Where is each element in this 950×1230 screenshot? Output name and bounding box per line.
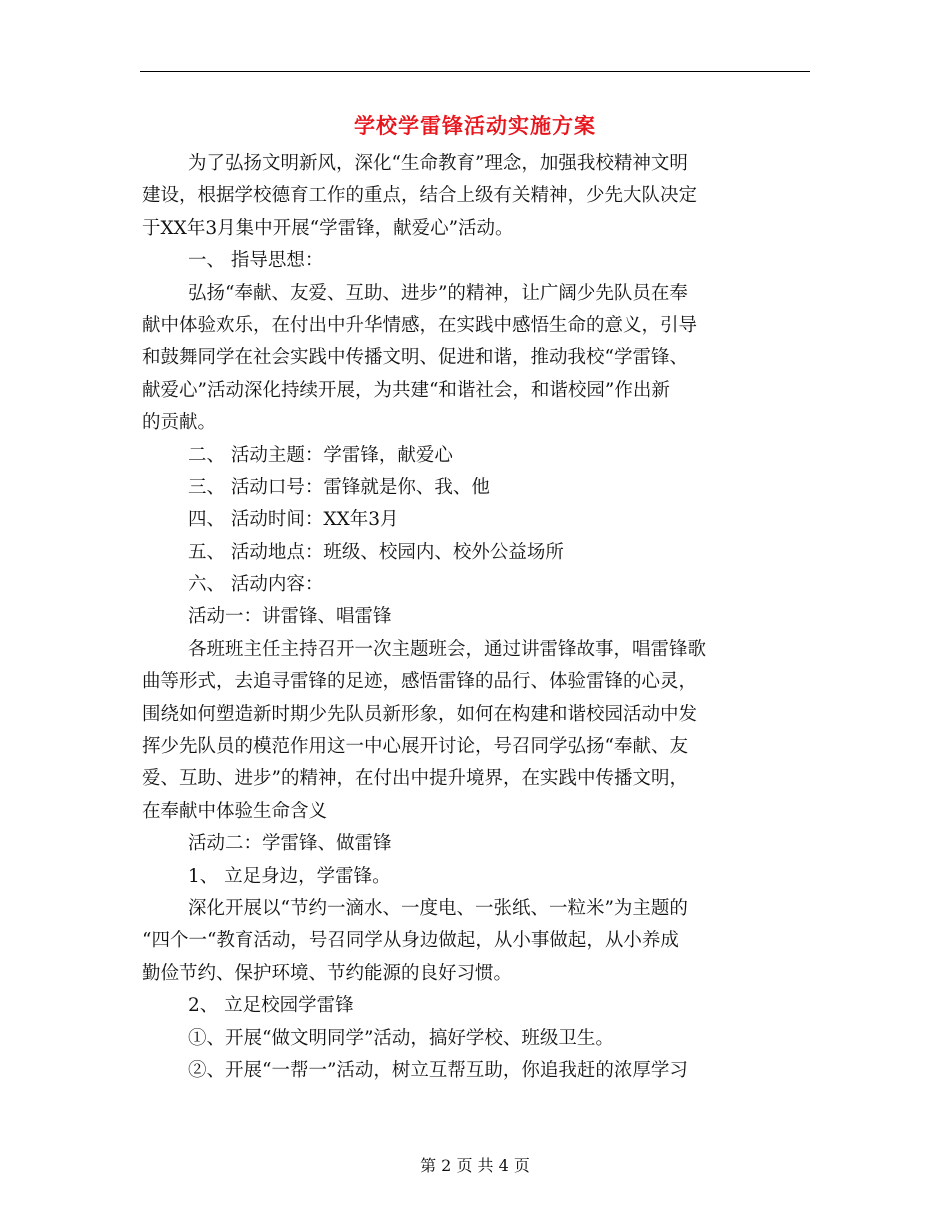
text-line: 三、 活动口号：雷锋就是你、我、他 — [188, 476, 490, 498]
text-line: 1、 立足身边，学雷锋。 — [188, 865, 391, 887]
text-line: 活动二：学雷锋、做雷锋 — [188, 833, 392, 855]
document-body — [142, 148, 812, 1087]
text-line: 献爱心”活动深化持续开展，为共建“和谐社会，和谐校园”作出新 — [142, 379, 670, 401]
text-line: 六、 活动内容： — [188, 574, 324, 596]
text-line: 弘扬“奉献、友爱、互助、进步”的精神，让广阔少先队员在奉 — [188, 282, 688, 304]
text-line: 活动一：讲雷锋、唱雷锋 — [188, 606, 392, 628]
page-number: 第 2 页 共 4 页 — [420, 1156, 530, 1175]
text-line: 和鼓舞同学在社会实践中传播文明、促进和谐，推动我校“学雷锋、 — [142, 347, 688, 369]
text-line: 曲等形式，去追寻雷锋的足迹，感悟雷锋的品行、体验雷锋的心灵， — [142, 671, 698, 693]
text-line: ①、开展“做文明同学”活动，搞好学校、班级卫生。 — [188, 1027, 614, 1049]
text-line: 二、 活动主题：学雷锋，献爱心 — [188, 444, 453, 466]
text-line: 于XX年3月集中开展“学雷锋，献爱心”活动。 — [142, 217, 514, 239]
document-title: 学校学雷锋活动实施方案 — [354, 113, 596, 138]
header-rule — [140, 71, 810, 72]
text-line: ②、开展“一帮一”活动，树立互帮互助，你追我赶的浓厚学习 — [188, 1059, 688, 1081]
text-line: 2、 立足校园学雷锋 — [188, 995, 354, 1017]
text-line: 挥少先队员的模范作用这一中心展开讨论，号召同学弘扬“奉献、友 — [142, 736, 688, 758]
text-line: 为了弘扬文明新风，深化“生命教育”理念，加强我校精神文明 — [188, 153, 688, 174]
text-line: 一、 指导思想： — [188, 250, 324, 272]
text-line: 建设，根据学校德育工作的重点，结合上级有关精神，少先大队决定 — [142, 185, 698, 207]
text-line: “四个一“教育活动，号召同学从身边做起，从小事做起，从小养成 — [142, 930, 679, 952]
text-line: 献中体验欢乐，在付出中升华情感，在实践中感悟生命的意义，引导 — [142, 314, 698, 336]
text-line: 深化开展以“节约一滴水、一度电、一张纸、一粒米”为主题的 — [188, 897, 688, 919]
text-line: 爱、互助、进步”的精神，在付出中提升境界，在实践中传播文明， — [142, 768, 688, 790]
text-line: 在奉献中体验生命含义 — [142, 800, 328, 822]
text-line: 五、 活动地点：班级、校园内、校外公益场所 — [188, 541, 564, 563]
text-line: 围绕如何塑造新时期少先队员新形象，如何在构建和谐校园活动中发 — [142, 703, 698, 725]
text-line: 的贡献。 — [142, 412, 217, 434]
text-line: 四、 活动时间：XX年3月 — [188, 509, 399, 531]
text-line: 各班班主任主持召开一次主题班会，通过讲雷锋故事，唱雷锋歌 — [188, 638, 707, 660]
text-line: 勤俭节约、保护环境、节约能源的良好习惯。 — [142, 962, 513, 984]
